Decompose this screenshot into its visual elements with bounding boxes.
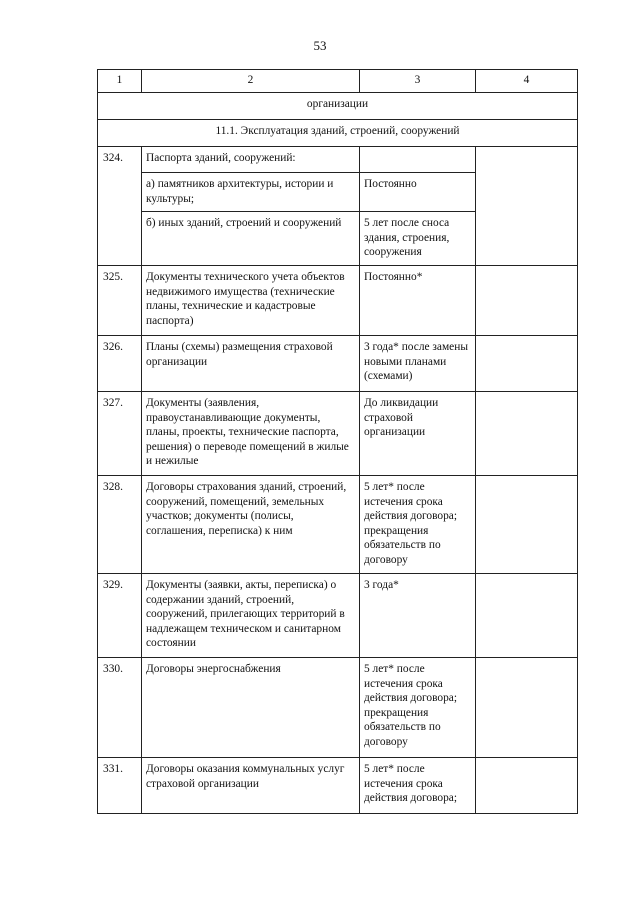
row-text: Договоры энергоснабжения [142, 658, 360, 758]
row-term: 5 лет* после истечения срока действия договора; прекращения обязательств по договору [360, 658, 476, 758]
section-continuation-row [98, 93, 578, 120]
row-number: 329. [98, 574, 142, 658]
table-row [98, 574, 578, 658]
row-text: Планы (схемы) размещения страховой организации [142, 336, 360, 392]
section-continuation: организации [98, 93, 578, 120]
retention-table [97, 69, 578, 814]
table-header-row [98, 70, 578, 93]
row-number: 326. [98, 336, 142, 392]
header-col-2: 2 [142, 70, 360, 93]
row-number: 324. [98, 147, 142, 266]
row-text: Документы технического учета объектов недвижимого имущества (технические планы, технические и кадастровые паспорта) [142, 266, 360, 336]
row-term: 5 лет* после истечения срока действия договора; [360, 758, 476, 814]
row-text: Документы (заявления, правоустанавливающие документы, планы, проекты, технические паспорта, решения) о переводе помещений в жилые и нежилые [142, 392, 360, 476]
section-title: 11.1. Эксплуатация зданий, строений, сооружений [98, 120, 578, 147]
table-row [98, 336, 578, 392]
row-subitem: б) иных зданий, строений и сооружений [142, 212, 360, 266]
row-text: Документы (заявки, акты, переписка) о содержании зданий, строений, сооружений, прилегающих территорий в надлежащем техническом и санитарном состоянии [142, 574, 360, 658]
row-note [476, 758, 578, 814]
row-number: 328. [98, 476, 142, 574]
row-text: Договоры оказания коммунальных услуг страховой организации [142, 758, 360, 814]
table-row [98, 476, 578, 574]
table-row [98, 147, 578, 173]
section-title-row [98, 120, 578, 147]
row-text: Договоры страхования зданий, строений, сооружений, помещений, земельных участков; документы (полисы, соглашения, переписка) к ним [142, 476, 360, 574]
header-col-1: 1 [98, 70, 142, 93]
row-number: 325. [98, 266, 142, 336]
table-row [98, 658, 578, 758]
row-number: 330. [98, 658, 142, 758]
row-term [360, 147, 476, 173]
row-subitem: а) памятников архитектуры, истории и культуры; [142, 173, 360, 212]
row-term: 3 года* [360, 574, 476, 658]
row-term: Постоянно [360, 173, 476, 212]
row-note [476, 336, 578, 392]
row-term: До ликвидации страховой организации [360, 392, 476, 476]
row-term: 3 года* после замены новыми планами (схемами) [360, 336, 476, 392]
row-note [476, 147, 578, 266]
row-note [476, 266, 578, 336]
row-number: 327. [98, 392, 142, 476]
table-row [98, 266, 578, 336]
row-term: 5 лет после сноса здания, строения, сооружения [360, 212, 476, 266]
table-row [98, 392, 578, 476]
header-col-3: 3 [360, 70, 476, 93]
row-note [476, 574, 578, 658]
row-title: Паспорта зданий, сооружений: [142, 147, 360, 173]
row-note [476, 658, 578, 758]
row-note [476, 392, 578, 476]
page-number: 53 [313, 38, 327, 53]
row-term: Постоянно* [360, 266, 476, 336]
table-row [98, 758, 578, 814]
row-note [476, 476, 578, 574]
row-number: 331. [98, 758, 142, 814]
row-term: 5 лет* после истечения срока действия договора; прекращения обязательств по договору [360, 476, 476, 574]
header-col-4: 4 [476, 70, 578, 93]
